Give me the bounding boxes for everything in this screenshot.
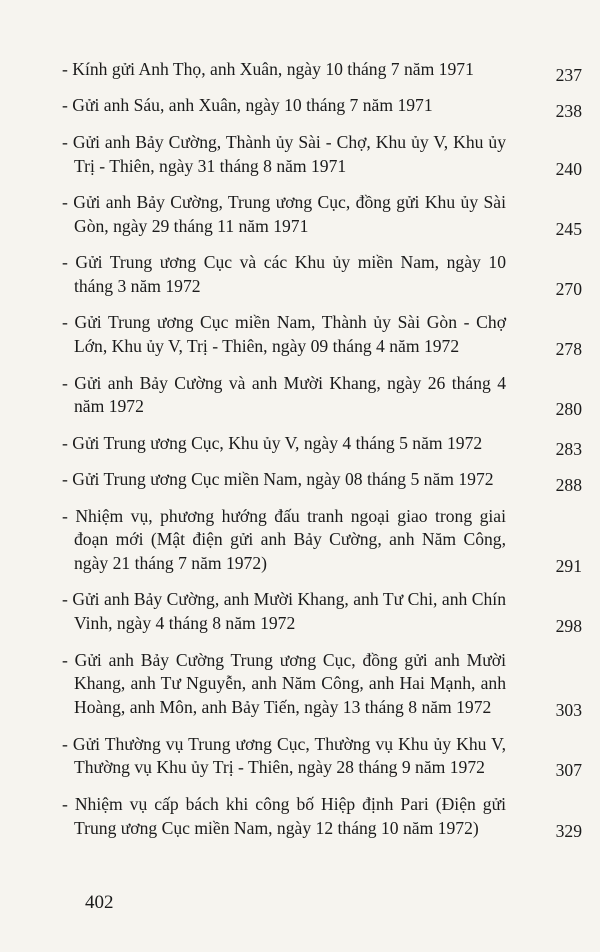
toc-entry [62,251,582,299]
page-number-footer: 402 [85,892,114,913]
toc-entry [62,793,582,841]
toc-entry [62,588,582,636]
toc-entry-title: - Gửi Thường vụ Trung ương Cục, Thường vụ Khu ủy Khu V, Thường vụ Khu ủy Trị - Thiên, ngày 28 tháng 9 năm 1972 [62,733,506,778]
toc-entry-page-number: 280 [555,399,582,420]
toc-entry-title: - Gửi anh Bảy Cường, anh Mười Khang, anh Tư Chi, anh Chín Vinh, ngày 4 tháng 8 năm 1972 [62,589,506,634]
toc-entry [62,191,582,239]
toc-entry-title: - Gửi anh Bảy Cường và anh Mười Khang, ngày 26 tháng 4 năm 1972 [62,372,506,417]
toc-entry-title: - Gửi Trung ương Cục miền Nam, Thành ủy Sài Gòn - Chợ Lớn, Khu ủy V, Trị - Thiên, ngày 09 tháng 4 năm 1972 [62,312,506,357]
toc-entry [62,505,582,576]
toc-entry-page-number: 283 [555,438,582,459]
table-of-contents [62,58,582,853]
toc-entry-title: - Gửi anh Bảy Cường Trung ương Cục, đồng gửi anh Mười Khang, anh Tư Nguyễn, anh Năm Công, anh Hai Mạnh, anh Hoàng, anh Môn, anh Bảy Tiến, ngày 13 tháng 8 năm 1972 [62,649,506,718]
toc-entry-title: - Gửi Trung ương Cục và các Khu ủy miền Nam, ngày 10 tháng 3 năm 1972 [62,252,506,296]
toc-entry [62,311,582,359]
toc-entry-page-number: 307 [555,760,582,781]
toc-entry-title: - Nhiệm vụ cấp bách khi công bố Hiệp định Pari (Điện gửi Trung ương Cục miền Nam, ngày 12 tháng 10 năm 1972) [62,793,506,838]
toc-entry-page-number: 238 [555,101,582,122]
toc-entry [62,733,582,781]
toc-entry [62,94,582,122]
toc-entry [62,432,582,459]
toc-entry-title: - Gửi anh Bảy Cường, Thành ủy Sài - Chợ, Khu ủy V, Khu ủy Trị - Thiên, ngày 31 tháng 8 năm 1971 [62,131,506,176]
toc-entry-page-number: 329 [555,820,582,841]
toc-entry-page-number: 270 [555,278,582,299]
toc-entry [62,468,582,496]
toc-entry-page-number: 278 [555,339,582,360]
toc-entry [62,58,582,85]
toc-entry-page-number: 240 [555,158,582,179]
toc-entry-page-number: 303 [555,700,582,721]
toc-entry-page-number: 291 [555,556,582,577]
toc-entry [62,649,582,720]
toc-entry-title: - Gửi anh Bảy Cường, Trung ương Cục, đồng gửi Khu ủy Sài Gòn, ngày 29 tháng 11 năm 1971 [62,191,506,236]
toc-entry-page-number: 245 [555,218,582,239]
toc-entry-title: - Kính gửi Anh Thọ, anh Xuân, ngày 10 tháng 7 năm 1971 [62,59,474,79]
toc-entry [62,131,582,179]
toc-entry-page-number: 237 [555,65,582,85]
toc-entry-page-number: 298 [555,616,582,637]
toc-entry-title: - Gửi Trung ương Cục miền Nam, ngày 08 tháng 5 năm 1972 [62,469,494,490]
toc-entry [62,372,582,420]
toc-entry-title: - Gửi anh Sáu, anh Xuân, ngày 10 tháng 7 năm 1971 [62,95,433,116]
toc-entry-title: - Nhiệm vụ, phương hướng đấu tranh ngoại giao trong giai đoạn mới (Mật điện gửi anh Bảy Cường, anh Năm Công, ngày 21 tháng 7 năm 1972) [62,505,506,574]
toc-entry-page-number: 288 [555,475,582,496]
toc-entry-title: - Gửi Trung ương Cục, Khu ủy V, ngày 4 tháng 5 năm 1972 [62,432,483,453]
